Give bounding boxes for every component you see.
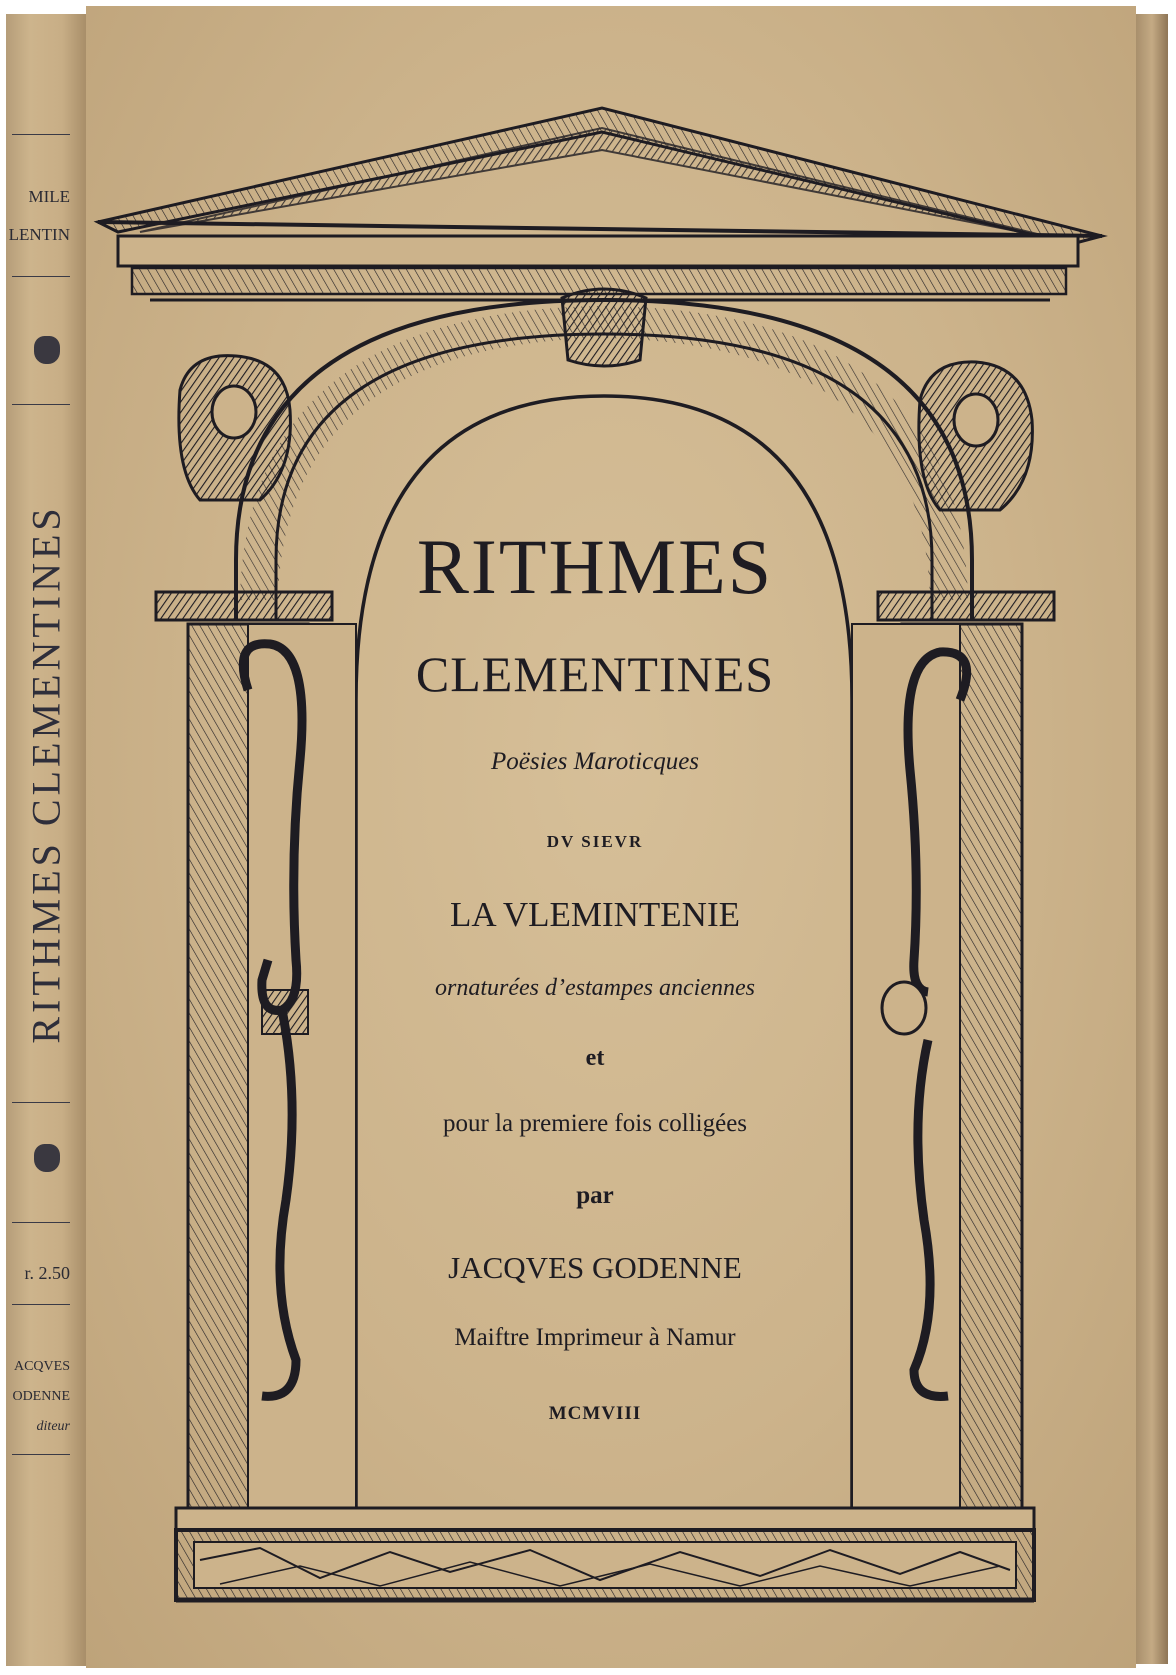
- spine-publisher-3: diteur: [36, 1419, 70, 1434]
- cover-editor: JACQVES GODENNE: [448, 1250, 742, 1285]
- cover-title-line2: CLEMENTINES: [415, 646, 775, 702]
- cover-author: LA VLEMINTENIE: [450, 895, 740, 934]
- cover-date: MCMVIII: [548, 1403, 642, 1424]
- pediment: [98, 108, 1102, 300]
- spine-publisher-2: ODENNE: [12, 1389, 70, 1404]
- spine-title: RITHMES CLEMENTINES: [23, 504, 69, 1044]
- cover-et: et: [585, 1045, 605, 1071]
- spine-price: r. 2.50: [24, 1263, 70, 1283]
- left-pilaster: [188, 624, 356, 1508]
- cover-title-line1: RITHMES: [416, 523, 774, 610]
- base-plinth: [176, 1508, 1034, 1600]
- right-pilaster: [852, 624, 1022, 1508]
- cover-collected-line: pour la premiere fois colligées: [442, 1110, 748, 1137]
- cover-par: par: [576, 1182, 614, 1209]
- spine-author-2: LENTIN: [8, 225, 70, 244]
- spine-author-1: MILE: [28, 187, 70, 206]
- cover-subtitle: Poësies Maroticques: [490, 748, 700, 775]
- cover-du-sieur: DV SIEVR: [546, 832, 644, 851]
- cover-ornamented-line: ornaturées d’estampes anciennes: [435, 975, 755, 1001]
- cover-editor-title: Maiftre Imprimeur à Namur: [454, 1324, 736, 1351]
- spine-publisher-1: ACQVES: [13, 1359, 70, 1374]
